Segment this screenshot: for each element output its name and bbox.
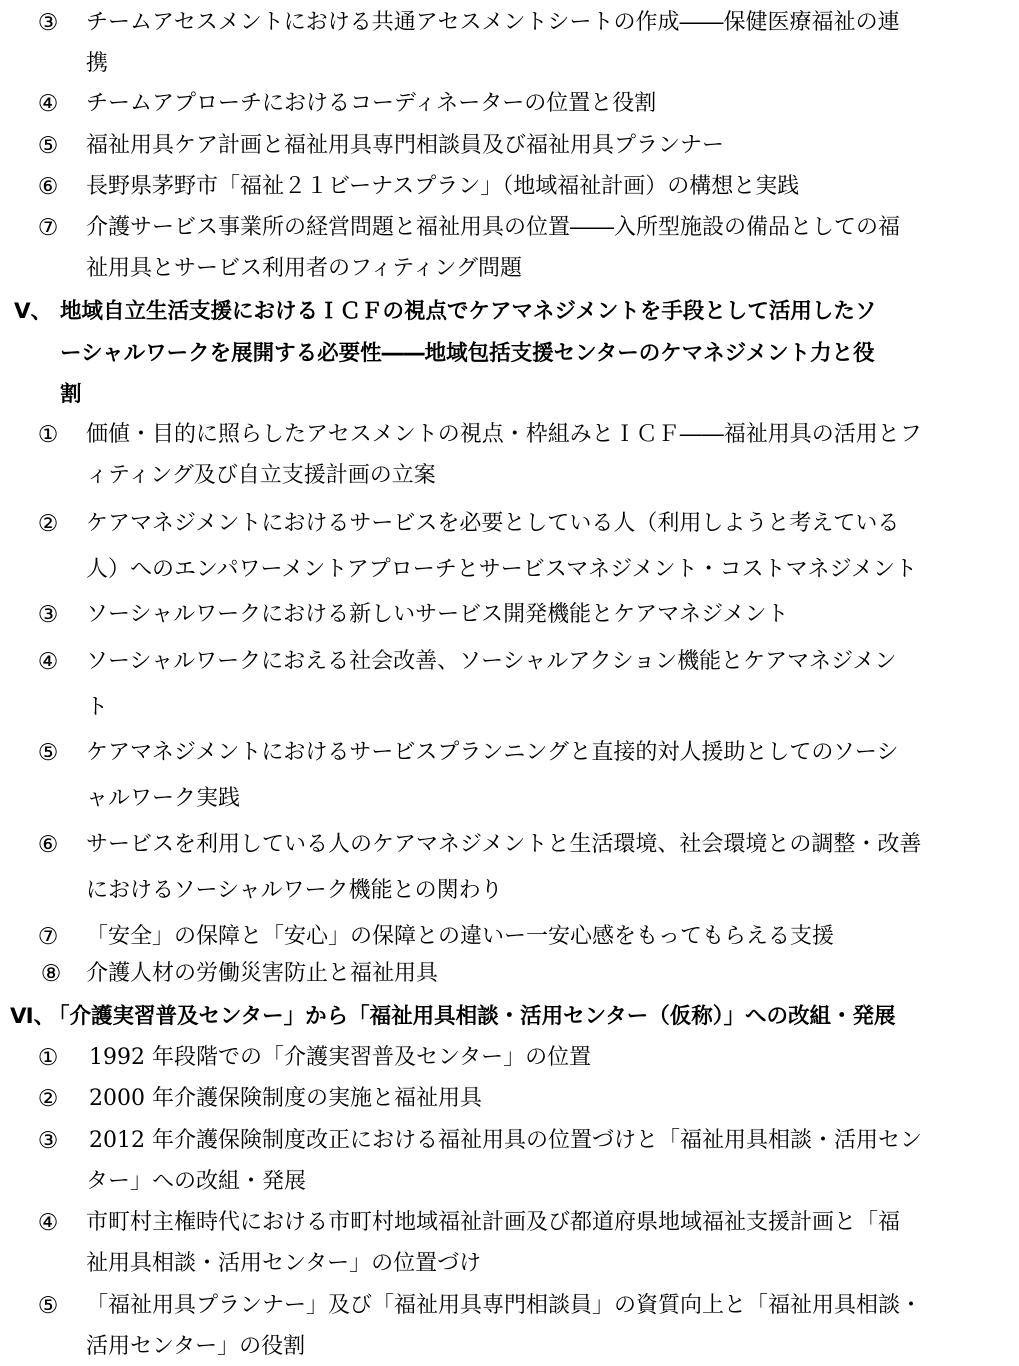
item-text: 2000 年介護保険制度の実施と福祉用具: [89, 1086, 482, 1111]
heading-text: 地域自立生活支援におけるＩＣＦの視点でケアマネジメントを手段として活用したソ: [60, 299, 877, 324]
heading-text: ーシャルワークを展開する必要性――地域包括支援センターのケマネジメント力と役: [60, 341, 875, 366]
item-number: ③: [37, 602, 59, 628]
item-number: ⑦: [37, 215, 59, 241]
item-number: ⑤: [37, 133, 59, 159]
item-number: ⑥: [37, 174, 59, 200]
heading-text: 「介護実習普及センター」から「福祉用具相談・活用センター（仮称）」への改組・発展: [48, 1004, 896, 1029]
item-number: ⑧: [40, 961, 62, 987]
item-number: ④: [37, 649, 59, 675]
item-number: ③: [37, 10, 59, 36]
item-number: ⑥: [37, 832, 59, 858]
item-number: ⑤: [37, 740, 59, 766]
item-text: ソーシャルワークにおける新しいサービス開発機能とケアマネジメント: [86, 602, 789, 627]
item-text: 1992 年段階での「介護実習普及センター」の位置: [89, 1045, 592, 1070]
item-text: 福祉用具ケア計画と福祉用具専門相談員及び福祉用具プランナー: [86, 133, 725, 158]
section-number: Ⅵ、: [10, 1004, 56, 1029]
item-text: ソーシャルワークにおえる社会改善、ソーシャルアクション機能とケアマネジメン: [86, 649, 897, 674]
item-text: 携: [86, 51, 109, 76]
item-number: ④: [37, 91, 59, 117]
item-number: ①: [37, 422, 59, 448]
item-text: 市町村主権時代における市町村地域福祉計画及び都道府県地域福祉支援計画と「福: [86, 1210, 901, 1235]
item-text: 2012 年介護保険制度改正における福祉用具の位置づけと「福祉用具相談・活用セン: [89, 1128, 922, 1153]
item-text: 人）へのエンパワーメントアプローチとサービスマネジメント・コストマネジメント: [86, 557, 917, 582]
item-text: ケアマネジメントにおけるサービスを必要としている人（利用しようと考えている: [86, 511, 900, 536]
item-number: ③: [37, 1128, 59, 1154]
item-number: ⑦: [37, 924, 59, 950]
item-number: ⑤: [37, 1293, 59, 1319]
item-text: ィティング及び自立支援計画の立案: [86, 463, 436, 488]
heading-text: 割: [60, 382, 82, 407]
item-text: チームアセスメントにおける共通アセスメントシートの作成――保健医療福祉の連: [86, 10, 900, 35]
section-number: Ⅴ、: [14, 299, 53, 324]
item-text: 祉用具相談・活用センター」の位置づけ: [86, 1251, 482, 1276]
item-text: ター」への改組・発展: [86, 1169, 307, 1194]
item-text: 長野県茅野市「福祉２１ビーナスプラン」（地域福祉計画）の構想と実践: [86, 174, 800, 199]
item-number: ②: [37, 1086, 59, 1112]
item-text: 介護人材の労働災害防止と福祉用具: [86, 961, 439, 986]
item-text: 価値・目的に照らしたアセスメントの視点・枠組みとＩＣＦ――福祉用具の活用とフ: [86, 422, 922, 447]
item-number: ④: [37, 1210, 59, 1236]
item-text: 祉用具とサービス利用者のフィティング問題: [86, 256, 523, 281]
item-text: 「福祉用具プランナー」及び「福祉用具専門相談員」の資質向上と「福祉用具相談・: [86, 1293, 923, 1318]
item-text: におけるソーシャルワーク機能との関わり: [86, 878, 503, 903]
item-text: 介護サービス事業所の経営問題と福祉用具の位置――入所型施設の備品としての福: [86, 215, 901, 240]
item-text: ャルワーク実践: [86, 786, 241, 811]
item-number: ①: [37, 1045, 59, 1071]
item-text: サービスを利用している人のケアマネジメントと生活環境、社会環境との調整・改善: [86, 832, 922, 857]
item-number: ②: [37, 511, 59, 537]
item-text: ケアマネジメントにおけるサービスプランニングと直接的対人援助としてのソーシ: [86, 740, 899, 765]
item-text: チームアプローチにおけるコーディネーターの位置と役割: [86, 91, 657, 116]
item-text: 「安全」の保障と「安心」の保障との違いー一安心感をもってもらえる支援: [86, 924, 835, 949]
item-text: 活用センター」の役割: [86, 1334, 306, 1359]
item-text: ト: [86, 695, 109, 720]
